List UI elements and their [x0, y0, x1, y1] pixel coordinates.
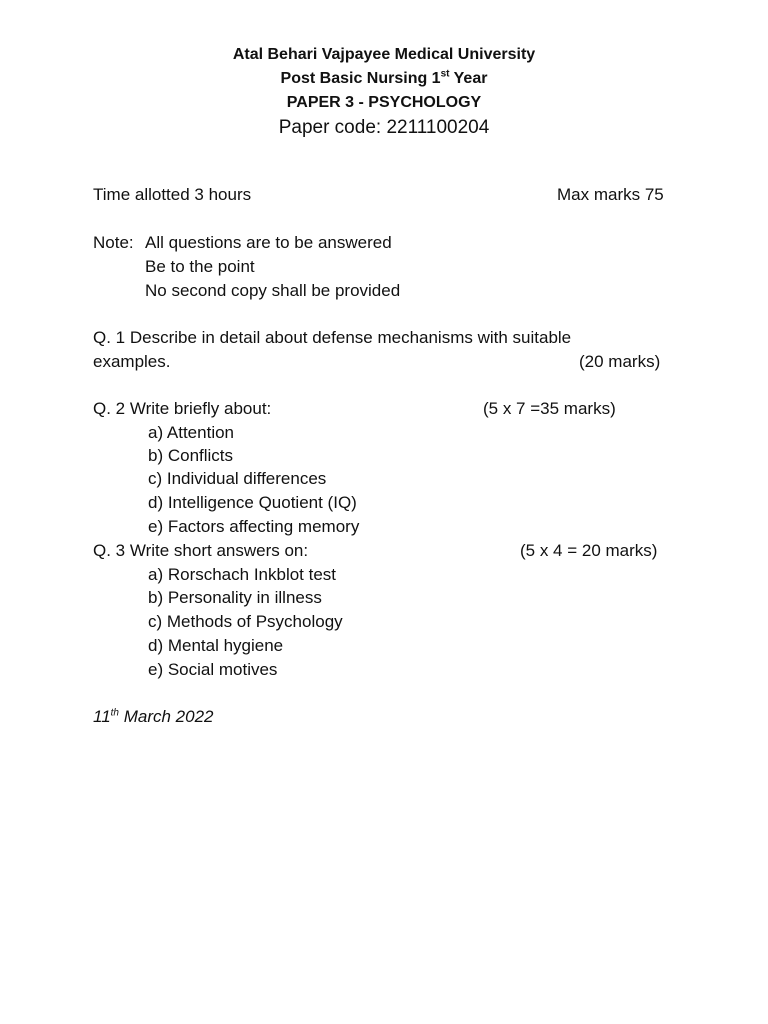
- exam-date-sup: th: [110, 707, 119, 719]
- note-label: Note:: [93, 233, 134, 252]
- note-line-1: All questions are to be answered: [145, 233, 392, 252]
- note-line-2: Be to the point: [145, 257, 255, 276]
- course-title: [0, 68, 768, 90]
- q2-item-a: a) Attention: [148, 423, 235, 442]
- q3-title: Q. 3 Write short answers on:: [93, 541, 309, 560]
- q2-marks: (5 x 7 =35 marks): [483, 399, 616, 418]
- exam-date-rest: March 2022: [119, 707, 214, 726]
- paper-code: Paper code: 2211100204: [278, 117, 490, 138]
- max-marks: Max marks 75: [557, 185, 664, 204]
- q3-item-a: a) Rorschach Inkblot test: [148, 565, 337, 584]
- q3-item-c: c) Methods of Psychology: [148, 612, 343, 631]
- course-title-sup: st: [440, 68, 450, 80]
- q3-item-e: e) Social motives: [148, 660, 278, 679]
- q2-item-d: d) Intelligence Quotient (IQ): [148, 493, 357, 512]
- note-line-3: No second copy shall be provided: [145, 281, 401, 300]
- q1-line-2: examples.: [93, 352, 171, 371]
- q1-marks: (20 marks): [579, 352, 661, 371]
- q2-item-c: c) Individual differences: [148, 469, 327, 488]
- q2-item-b: b) Conflicts: [148, 446, 234, 465]
- time-allotted: Time allotted 3 hours: [93, 185, 252, 204]
- exam-date-day: 11: [93, 707, 111, 726]
- university-name: Atal Behari Vajpayee Medical University: [232, 46, 536, 63]
- q1-line-1: Q. 1 Describe in detail about defense mechanisms with suitable: [93, 328, 572, 347]
- q3-marks: (5 x 4 = 20 marks): [520, 541, 658, 560]
- q3-item-d: d) Mental hygiene: [148, 636, 284, 655]
- course-title-suffix: Year: [449, 70, 488, 87]
- paper-title: PAPER 3 - PSYCHOLOGY: [286, 94, 482, 111]
- q2-title: Q. 2 Write briefly about:: [93, 399, 272, 418]
- course-title-prefix: Post Basic Nursing 1: [280, 70, 441, 87]
- q3-item-b: b) Personality in illness: [148, 588, 322, 607]
- q2-item-e: e) Factors affecting memory: [148, 517, 360, 536]
- exam-date: [93, 706, 214, 728]
